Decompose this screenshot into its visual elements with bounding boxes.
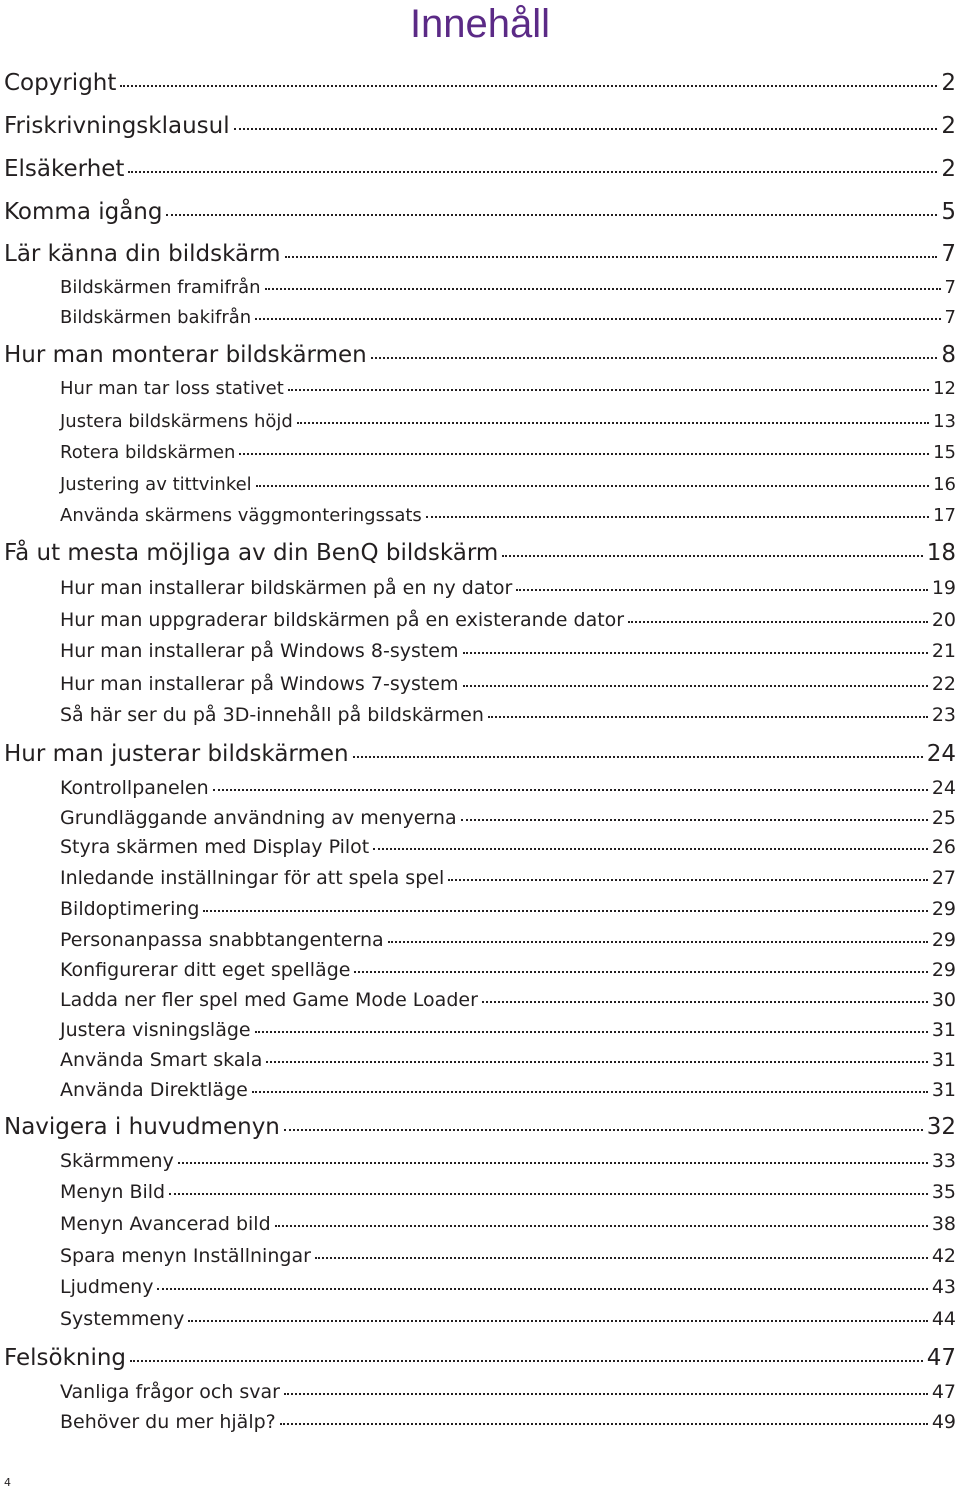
toc-subentry[interactable] <box>60 1304 956 1334</box>
toc-entry-label: Spara menyn Inställningar <box>60 1245 311 1267</box>
toc-entry-page: 2 <box>941 70 956 96</box>
toc-entry-page: 33 <box>931 1150 956 1172</box>
dot-leader <box>516 589 927 591</box>
dot-leader <box>275 1225 928 1227</box>
toc-entry-label: Ladda ner fler spel med Game Mode Loader <box>60 989 478 1011</box>
toc-entry-page: 30 <box>931 989 956 1011</box>
toc-entry-label: Felsökning <box>4 1345 127 1371</box>
dot-leader <box>255 318 940 320</box>
toc-entry-label: Copyright <box>4 70 117 96</box>
toc-entry-label: Kontrollpanelen <box>60 777 209 799</box>
toc-entry-label: Justera bildskärmens höjd <box>60 411 293 432</box>
dot-leader <box>388 941 928 943</box>
toc-subentry[interactable] <box>60 408 956 436</box>
toc-subentry[interactable] <box>60 700 956 730</box>
dot-leader <box>426 516 929 518</box>
toc-entry-label: Hur man installerar bildskärmen på en ny dator <box>60 577 513 599</box>
toc-entry-label: Hur man justerar bildskärmen <box>4 741 349 767</box>
toc-entry-label: Styra skärmen med Display Pilot <box>60 836 370 858</box>
page-number: 4 <box>4 1476 11 1489</box>
toc-entry-label: Justera visningsläge <box>60 1019 251 1041</box>
toc-entry-page: 22 <box>931 673 956 695</box>
toc-entry-page: 35 <box>931 1181 956 1203</box>
dot-leader <box>353 756 923 758</box>
toc-subentry[interactable] <box>60 925 956 955</box>
toc-entry-page: 24 <box>926 741 956 767</box>
toc-entry-elsakerhet[interactable] <box>4 153 956 185</box>
toc-entry-label: Friskrivningsklausul <box>4 113 230 139</box>
toc-subentry[interactable] <box>60 471 956 499</box>
toc-entry-page: 47 <box>926 1345 956 1371</box>
toc-subentry[interactable] <box>60 375 956 403</box>
toc-entry-label: Hur man monterar bildskärmen <box>4 342 367 368</box>
toc-entry-page: 47 <box>931 1381 956 1403</box>
toc-entry-label: Hur man installerar på Windows 8-system <box>60 640 459 662</box>
toc-subentry[interactable] <box>60 1075 956 1105</box>
dot-leader <box>120 85 937 87</box>
toc-entry-label: Hur man uppgraderar bildskärmen på en existerande dator <box>60 609 625 631</box>
dot-leader <box>266 1061 927 1063</box>
toc-entry-page: 7 <box>944 277 956 298</box>
toc-subentry[interactable] <box>60 636 956 666</box>
toc-entry-page: 44 <box>931 1308 956 1330</box>
dot-leader <box>130 1360 923 1362</box>
dot-leader <box>371 357 938 359</box>
toc-subentry[interactable] <box>60 1177 956 1207</box>
toc-entry-justera[interactable] <box>4 738 956 770</box>
toc-entry-label: Konfigurerar ditt eget spelläge <box>60 959 351 981</box>
dot-leader <box>482 1001 928 1003</box>
toc-entry-label: Elsäkerhet <box>4 156 125 182</box>
toc-entry-page: 29 <box>931 898 956 920</box>
dot-leader <box>285 256 938 258</box>
toc-entry-page: 32 <box>926 1114 956 1140</box>
dot-leader <box>448 879 928 881</box>
dot-leader <box>284 1393 928 1395</box>
toc-entry-page: 18 <box>926 540 956 566</box>
toc-entry-page: 16 <box>933 474 956 495</box>
toc-entry-page: 5 <box>941 199 956 225</box>
toc-entry-page: 43 <box>931 1276 956 1298</box>
toc-subentry[interactable] <box>60 773 956 803</box>
dot-leader <box>255 1031 928 1033</box>
toc-entry-label: Komma igång <box>4 199 163 225</box>
toc-entry-page: 8 <box>941 342 956 368</box>
toc-entry-label: Rotera bildskärmen <box>60 442 236 463</box>
toc-subentry[interactable] <box>60 1407 956 1437</box>
toc-entry-label: Så här ser du på 3D-innehåll på bildskärmen <box>60 704 484 726</box>
dot-leader <box>157 1288 927 1290</box>
page-title: Innehåll <box>409 2 551 46</box>
dot-leader <box>188 1320 927 1322</box>
toc-entry-label: Få ut mesta möjliga av din BenQ bildskärm <box>4 540 499 566</box>
toc-entry-label: Grundläggande användning av menyerna <box>60 807 457 829</box>
toc-entry-label: Ljudmeny <box>60 1276 154 1298</box>
toc-entry-page: 49 <box>931 1411 956 1433</box>
toc-entry-page: 29 <box>931 929 956 951</box>
dot-leader <box>463 652 928 654</box>
toc-entry-montera[interactable] <box>4 339 956 371</box>
toc-entry-page: 15 <box>933 442 956 463</box>
dot-leader <box>354 971 927 973</box>
dot-leader <box>280 1423 928 1425</box>
toc-entry-page: 20 <box>931 609 956 631</box>
toc-entry-page: 31 <box>931 1019 956 1041</box>
toc-subentry[interactable] <box>60 274 956 302</box>
dot-leader <box>461 819 928 821</box>
toc-subentry[interactable] <box>60 1272 956 1302</box>
toc-entry-page: 21 <box>931 640 956 662</box>
dot-leader <box>288 389 929 391</box>
dot-leader <box>463 685 928 687</box>
toc-entry-page: 29 <box>931 959 956 981</box>
toc-entry-label: Skärmmeny <box>60 1150 174 1172</box>
toc-entry-label: Systemmeny <box>60 1308 185 1330</box>
toc-entry-navigera[interactable] <box>4 1111 956 1143</box>
toc-entry-label: Behöver du mer hjälp? <box>60 1411 276 1433</box>
toc-entry-page: 31 <box>931 1049 956 1071</box>
toc-entry-felsokning[interactable] <box>4 1342 956 1374</box>
toc-subentry[interactable] <box>60 832 956 862</box>
toc-subentry[interactable] <box>60 1045 956 1075</box>
toc-subentry[interactable] <box>60 605 956 635</box>
toc-subentry[interactable] <box>60 502 956 530</box>
toc-subentry[interactable] <box>60 304 956 332</box>
dot-leader <box>169 1193 928 1195</box>
toc-entry-page: 27 <box>931 867 956 889</box>
toc-subentry[interactable] <box>60 803 956 833</box>
dot-leader <box>234 128 938 130</box>
toc-subentry[interactable] <box>60 894 956 924</box>
dot-leader <box>488 716 928 718</box>
toc-subentry[interactable] <box>60 985 956 1015</box>
toc-entry-label: Personanpassa snabbtangenterna <box>60 929 384 951</box>
dot-leader <box>373 848 928 850</box>
dot-leader <box>178 1162 928 1164</box>
toc-entry-page: 38 <box>931 1213 956 1235</box>
dot-leader <box>239 453 929 455</box>
toc-entry-label: Bildoptimering <box>60 898 200 920</box>
toc-entry-label: Justering av tittvinkel <box>60 474 252 495</box>
toc-entry-page: 26 <box>931 836 956 858</box>
toc-entry-label: Bildskärmen bakifrån <box>60 307 252 328</box>
toc-entry-label: Använda Direktläge <box>60 1079 248 1101</box>
toc-entry-page: 12 <box>933 378 956 399</box>
toc-entry-label: Menyn Bild <box>60 1181 166 1203</box>
toc-entry-page: 42 <box>931 1245 956 1267</box>
dot-leader <box>252 1091 928 1093</box>
dot-leader <box>502 555 922 557</box>
toc-entry-label: Navigera i huvudmenyn <box>4 1114 280 1140</box>
toc-entry-label: Lär känna din bildskärm <box>4 241 281 267</box>
toc-entry-label: Hur man tar loss stativet <box>60 378 284 399</box>
toc-entry-label: Använda skärmens väggmonteringssats <box>60 505 422 526</box>
toc-entry-label: Menyn Avancerad bild <box>60 1213 271 1235</box>
toc-subentry[interactable] <box>60 1146 956 1176</box>
toc-subentry[interactable] <box>60 1209 956 1239</box>
toc-entry-label: Vanliga frågor och svar <box>60 1381 280 1403</box>
toc-subentry[interactable] <box>60 1241 956 1271</box>
toc-entry-lar-kanna[interactable] <box>4 238 956 270</box>
toc-entry-page: 25 <box>931 807 956 829</box>
dot-leader <box>297 422 929 424</box>
toc-entry-friskrivningsklausul[interactable] <box>4 110 956 142</box>
dot-leader <box>166 214 937 216</box>
dot-leader <box>315 1257 928 1259</box>
toc-subentry[interactable] <box>60 1377 956 1407</box>
toc-entry-page: 7 <box>941 241 956 267</box>
toc-subentry[interactable] <box>60 863 956 893</box>
toc-entry-page: 31 <box>931 1079 956 1101</box>
toc-entry-page: 17 <box>933 505 956 526</box>
dot-leader <box>213 789 928 791</box>
dot-leader <box>203 910 927 912</box>
toc-entry-label: Hur man installerar på Windows 7-system <box>60 673 459 695</box>
dot-leader <box>628 621 928 623</box>
toc-entry-benq[interactable] <box>4 537 956 569</box>
dot-leader <box>256 485 929 487</box>
toc-subentry[interactable] <box>60 439 956 467</box>
toc-entry-page: 2 <box>941 156 956 182</box>
toc-entry-label: Inledande inställningar för att spela spel <box>60 867 445 889</box>
toc-entry-label: Använda Smart skala <box>60 1049 263 1071</box>
dot-leader <box>128 171 937 173</box>
toc-entry-page: 23 <box>931 704 956 726</box>
toc-entry-page: 19 <box>931 577 956 599</box>
dot-leader <box>265 288 941 290</box>
toc-entry-page: 24 <box>931 777 956 799</box>
toc-entry-copyright[interactable] <box>4 67 956 99</box>
toc-subentry[interactable] <box>60 573 956 603</box>
dot-leader <box>284 1129 923 1131</box>
toc-entry-page: 7 <box>944 307 956 328</box>
toc-subentry[interactable] <box>60 955 956 985</box>
toc-subentry[interactable] <box>60 669 956 699</box>
toc-subentry[interactable] <box>60 1015 956 1045</box>
toc-entry-page: 2 <box>941 113 956 139</box>
toc-entry-label: Bildskärmen framifrån <box>60 277 261 298</box>
toc-entry-page: 13 <box>933 411 956 432</box>
toc-entry-komma-igang[interactable] <box>4 196 956 228</box>
